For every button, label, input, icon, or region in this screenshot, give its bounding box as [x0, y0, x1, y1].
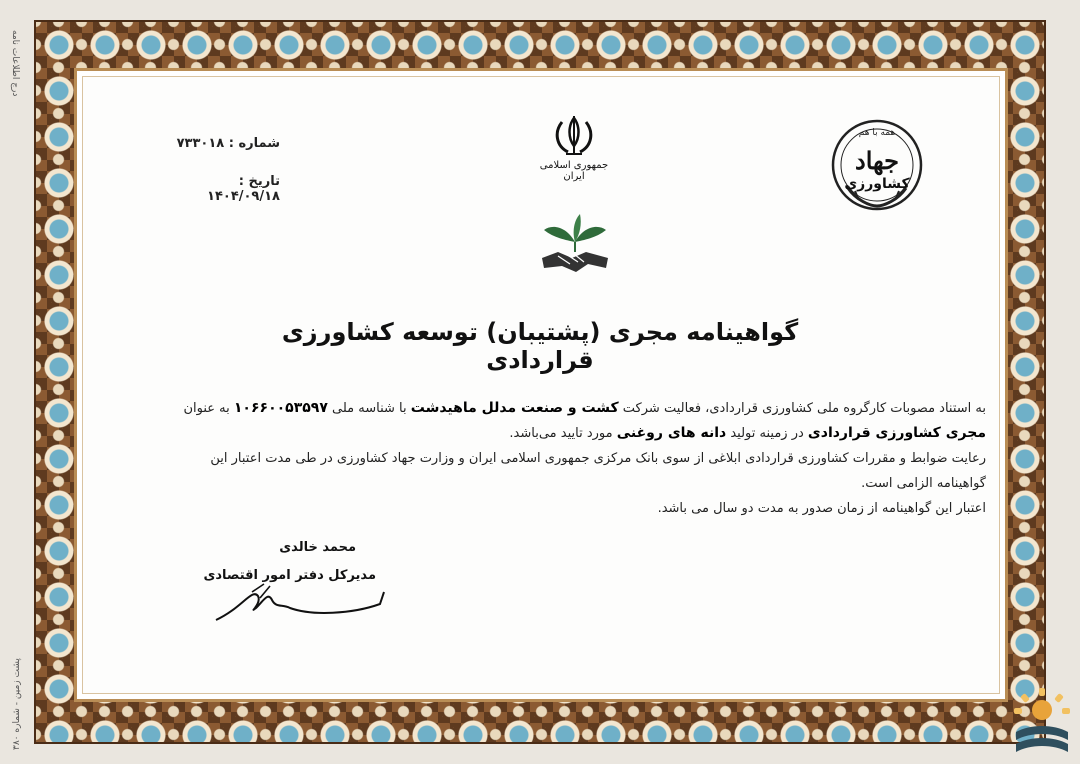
national-id: ۱۰۶۶۰۰۵۳۵۹۷	[233, 400, 328, 416]
seal-slogan: همه با هم	[858, 128, 896, 138]
body-paragraph-2: رعایت ضوابط و مقررات کشاورزی قراردادی ابلاغی از سوی بانک مرکزی جمهوری اسلامی ایران و وزارت جهاد کشاورزی در طی مدت اعتبار این گواهینامه الزامی است.	[210, 451, 986, 491]
body-text-segment: به عنوان	[183, 401, 234, 416]
signer-title: مدیرکل دفتر امور اقتصادی	[203, 568, 376, 583]
certificate-body	[160, 396, 986, 521]
body-text-segment: به استناد مصوبات کارگروه ملی کشاورزی قراردادی، فعالیت شرکت	[618, 401, 986, 416]
emblem-caption: جمهوری اسلامی ایران	[539, 160, 609, 182]
body-paragraph-1	[160, 396, 986, 446]
seal-subtitle: کشاورزی	[844, 176, 910, 192]
role-label: مجری کشاورزی قراردادی	[807, 425, 986, 441]
body-text-segment: با شناسه ملی	[327, 401, 411, 416]
body-text-segment: در زمینه تولید	[726, 426, 808, 441]
handshake-plant-icon	[536, 212, 614, 278]
signature-icon	[212, 578, 392, 626]
certificate-number: شماره : ۷۳۳۰۱۸	[176, 136, 280, 151]
side-note-top: درج اطلاعات نامه	[10, 30, 20, 97]
company-name: کشت و صنعت مدلل ماهیدشت	[410, 400, 619, 416]
side-note-bottom: پشت زمین - شماره ۳۸۰	[12, 658, 22, 750]
body-text-segment: مورد تایید می‌باشد.	[509, 426, 617, 441]
corner-watermark-logo-icon	[1010, 688, 1074, 758]
certificate-title: گواهینامه مجری (پشتیبان) توسعه کشاورزی قراردادی	[281, 318, 799, 374]
seal-title: جهاد	[855, 146, 899, 175]
signer-name: محمد خالدی	[279, 540, 356, 555]
certificate-date: تاریخ : ۱۴۰۴/۰۹/۱۸	[207, 174, 280, 204]
product-name: دانه های روغنی	[616, 425, 727, 441]
body-paragraph-3: اعتبار این گواهینامه از زمان صدور به مدت دو سال می باشد.	[657, 501, 986, 516]
